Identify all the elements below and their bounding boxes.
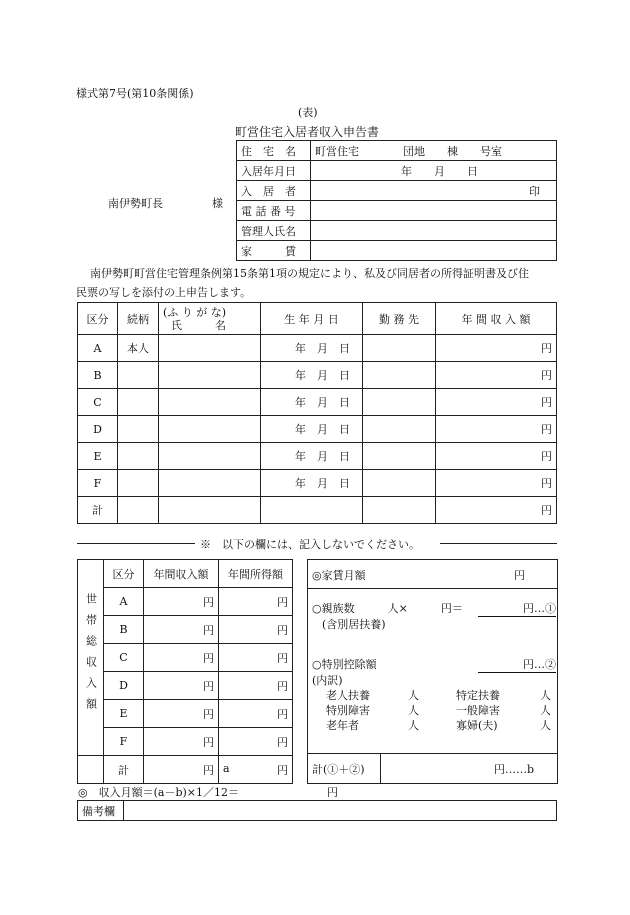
breakdown-label: (内訳) — [312, 674, 343, 687]
special-deduction-result: 円…② — [478, 656, 556, 673]
total-income[interactable]: 円 — [436, 497, 557, 524]
info-label: 家 賃 — [237, 241, 311, 261]
breakdown-label: 一般障害 — [456, 704, 500, 717]
honorific: 様 — [212, 197, 223, 210]
monthly-income-line: ◎ 収入月額＝(a－b)×1／12＝ 円 — [78, 786, 338, 799]
table-row — [78, 416, 557, 443]
row-birth[interactable]: 年 月 日 — [261, 335, 363, 362]
col-header-kubun: 区分 — [104, 560, 144, 588]
row-kubun: F — [78, 470, 118, 497]
row-kubun: A — [78, 335, 118, 362]
relatives-note: (含別居扶養) — [322, 618, 386, 631]
info-row-residence — [237, 141, 557, 161]
row-kubun: E — [104, 700, 144, 728]
form-number: 様式第7号(第10条関係) — [76, 87, 194, 100]
row-relation[interactable]: 本人 — [118, 335, 159, 362]
table-row — [78, 588, 293, 616]
front-label: (表) — [298, 106, 318, 119]
row-work[interactable] — [363, 443, 436, 470]
rent-label: ◎家賃月額 — [312, 569, 366, 582]
row-birth[interactable]: 年 月 日 — [261, 470, 363, 497]
row-income[interactable]: 円 — [436, 362, 557, 389]
total-earned-cell — [219, 756, 293, 784]
info-label: 管理人氏名 — [237, 221, 311, 241]
household-members-table — [77, 302, 557, 524]
row-kubun: C — [78, 389, 118, 416]
breakdown-label: 特定扶養 — [456, 689, 500, 702]
info-row-rent — [237, 241, 557, 261]
row-income[interactable]: 円 — [436, 335, 557, 362]
info-value[interactable]: 年 月 日 — [311, 161, 557, 181]
row-birth[interactable]: 年 月 日 — [261, 389, 363, 416]
furigana-label: (ふ り が な) — [163, 305, 227, 319]
declaration-line-2: 民票の写しを添付の上申告します。 — [76, 286, 252, 299]
office-total-row — [78, 756, 293, 784]
col-header-income: 年 間 収 入 額 — [436, 303, 557, 335]
remarks-field[interactable] — [124, 801, 557, 821]
row-relation[interactable] — [118, 389, 159, 416]
row-income[interactable]: 円 — [436, 416, 557, 443]
page-title: 町営住宅入居者収入申告書 — [235, 125, 380, 139]
separator-note: ※ 以下の欄には、記入しないでください。 — [200, 538, 420, 551]
row-kubun: C — [104, 644, 144, 672]
row-relation[interactable] — [118, 470, 159, 497]
total-label: 計 — [104, 756, 144, 784]
row-earned: 円 — [219, 588, 293, 616]
row-name[interactable] — [159, 416, 261, 443]
table-row — [78, 700, 293, 728]
info-label: 入 居 者 — [237, 181, 311, 201]
row-kubun: B — [104, 616, 144, 644]
info-value[interactable]: 町営住宅 団地 棟 号室 — [311, 141, 557, 161]
table-row — [78, 728, 293, 756]
breakdown-unit: 人 — [408, 689, 419, 702]
col-header-name — [159, 303, 261, 335]
info-value[interactable] — [311, 221, 557, 241]
info-label: 入居年月日 — [237, 161, 311, 181]
total-income: 円 — [144, 756, 219, 784]
row-earned: 円 — [219, 728, 293, 756]
col-header-birth: 生 年 月 日 — [261, 303, 363, 335]
members-total-row — [78, 497, 557, 524]
info-row-phone — [237, 201, 557, 221]
separator-line-right — [440, 543, 557, 544]
row-earned: 円 — [219, 616, 293, 644]
row-earned: 円 — [219, 700, 293, 728]
household-income-table — [77, 559, 293, 784]
breakdown-unit: 人 — [540, 704, 551, 717]
col-header-annual-income: 年間収入額 — [144, 560, 219, 588]
breakdown-label: 老人扶養 — [326, 689, 370, 702]
col-header-relation: 続柄 — [118, 303, 159, 335]
row-work[interactable] — [363, 335, 436, 362]
row-income: 円 — [144, 588, 219, 616]
total-a-marker: a — [223, 761, 230, 775]
row-work[interactable] — [363, 389, 436, 416]
info-value[interactable] — [311, 201, 557, 221]
sum-result: 円……b — [494, 763, 535, 776]
col-header-annual-earned: 年間所得額 — [219, 560, 293, 588]
row-work[interactable] — [363, 416, 436, 443]
separator-line-left — [77, 543, 195, 544]
info-row-manager — [237, 221, 557, 241]
row-earned: 円 — [219, 672, 293, 700]
breakdown-unit: 人 — [540, 719, 551, 732]
row-birth[interactable]: 年 月 日 — [261, 416, 363, 443]
row-income[interactable]: 円 — [436, 470, 557, 497]
remarks-label: 備考欄 — [78, 801, 124, 821]
breakdown-unit: 人 — [540, 689, 551, 702]
info-value[interactable] — [311, 241, 557, 261]
row-name[interactable] — [159, 443, 261, 470]
row-relation[interactable] — [118, 443, 159, 470]
total-earned: 円 — [277, 763, 288, 777]
breakdown-label: 特別障害 — [326, 704, 370, 717]
name-label: 氏 名 — [171, 318, 226, 332]
info-row-move-in-date — [237, 161, 557, 181]
row-name[interactable] — [159, 335, 261, 362]
info-row-resident — [237, 181, 557, 201]
col-header-kubun: 区分 — [78, 303, 118, 335]
relatives-result: 円…① — [478, 600, 556, 617]
table-row — [78, 362, 557, 389]
remarks-table — [77, 800, 557, 821]
addressee: 南伊勢町長 — [108, 197, 163, 210]
row-birth[interactable]: 年 月 日 — [261, 362, 363, 389]
row-work[interactable] — [363, 362, 436, 389]
row-work[interactable] — [363, 470, 436, 497]
row-kubun: A — [104, 588, 144, 616]
row-income: 円 — [144, 616, 219, 644]
info-label: 住 宅 名 — [237, 141, 311, 161]
row-income: 円 — [144, 672, 219, 700]
table-row — [78, 389, 557, 416]
seal-mark[interactable]: 印 — [311, 181, 557, 201]
row-name[interactable] — [159, 362, 261, 389]
row-kubun: B — [78, 362, 118, 389]
row-income: 円 — [144, 644, 219, 672]
declaration-line-1: 南伊勢町町営住宅管理条例第15条第1項の規定により、私及び同居者の所得証明書及び住 — [90, 267, 529, 280]
table-row — [78, 443, 557, 470]
sum-label: 計(①＋②) — [312, 763, 365, 776]
row-birth[interactable]: 年 月 日 — [261, 443, 363, 470]
applicant-info-table — [236, 140, 557, 261]
col-header-work: 勤 務 先 — [363, 303, 436, 335]
row-income: 円 — [144, 728, 219, 756]
rent-yen: 円 — [514, 569, 525, 582]
row-income[interactable]: 円 — [436, 443, 557, 470]
breakdown-unit: 人 — [408, 704, 419, 717]
row-kubun: F — [104, 728, 144, 756]
breakdown-label: 老年者 — [326, 719, 359, 732]
special-deduction-label: ○特別控除額 — [312, 658, 377, 671]
rent-calculation-box — [307, 559, 558, 784]
row-income: 円 — [144, 700, 219, 728]
table-row — [78, 335, 557, 362]
row-name[interactable] — [159, 389, 261, 416]
members-header-row — [78, 303, 557, 335]
household-income-label: 世帯総収入額 — [78, 560, 104, 756]
breakdown-unit: 人 — [408, 719, 419, 732]
row-income[interactable]: 円 — [436, 389, 557, 416]
row-relation[interactable] — [118, 416, 159, 443]
table-row — [78, 616, 293, 644]
row-name[interactable] — [159, 470, 261, 497]
breakdown-label: 寡婦(夫) — [456, 719, 498, 732]
table-row — [78, 470, 557, 497]
relatives-line: ○親族数 人× 円＝ — [312, 602, 463, 615]
row-relation[interactable] — [118, 362, 159, 389]
row-earned: 円 — [219, 644, 293, 672]
row-kubun: D — [104, 672, 144, 700]
table-row — [78, 644, 293, 672]
row-kubun: D — [78, 416, 118, 443]
table-row — [78, 672, 293, 700]
row-kubun: E — [78, 443, 118, 470]
info-label: 電 話 番 号 — [237, 201, 311, 221]
total-label: 計 — [78, 497, 118, 524]
